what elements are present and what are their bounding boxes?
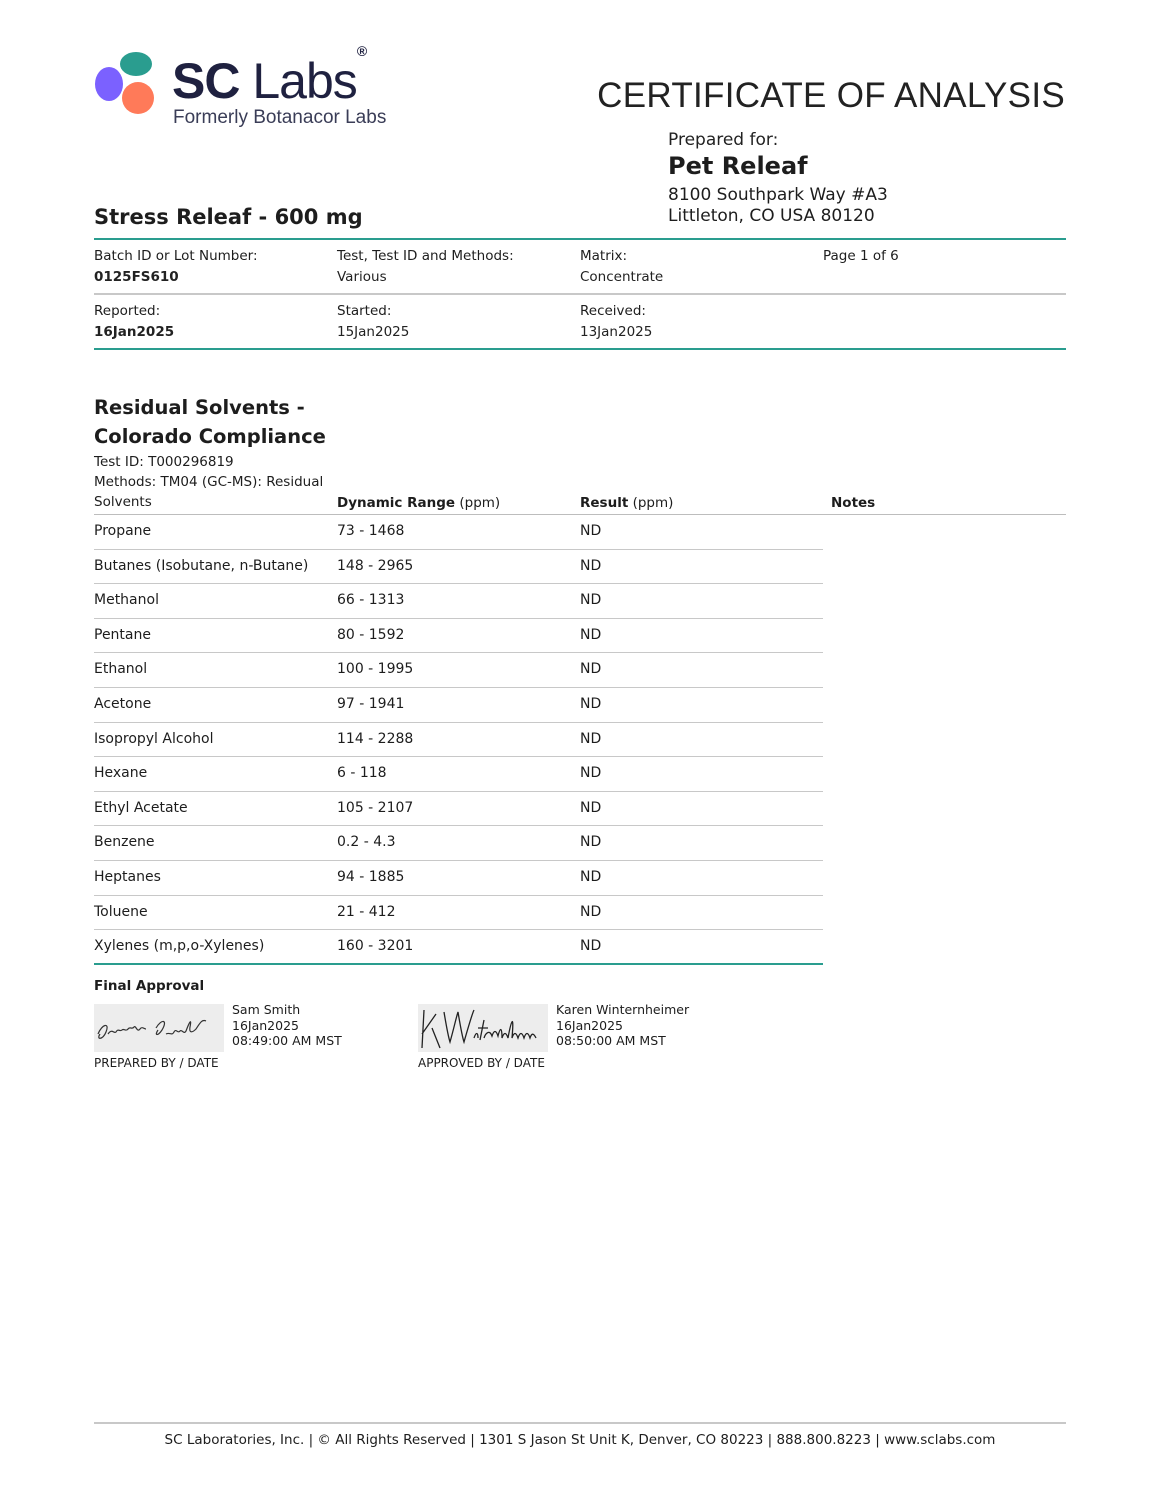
result-cell: ND	[580, 661, 602, 678]
analyte-cell: Butanes (Isobutane, n-Butane)	[94, 557, 309, 574]
batch-label: Batch ID or Lot Number:	[94, 248, 258, 264]
result-cell: ND	[580, 557, 602, 574]
dynamic-range-cell: 160 - 3201	[337, 938, 414, 955]
client-name: Pet Releaf	[668, 152, 808, 180]
table-row	[94, 896, 823, 931]
dynamic-range-cell: 100 - 1995	[337, 661, 414, 678]
dynamic-range-cell: 73 - 1468	[337, 523, 405, 539]
meta-row-1	[94, 246, 1066, 292]
table-row	[94, 550, 823, 585]
table-row	[94, 688, 823, 723]
test-value: Various	[337, 269, 387, 285]
methods-line-2: Solvents	[94, 494, 152, 510]
result-cell: ND	[580, 695, 602, 712]
received-label: Received:	[580, 303, 646, 319]
dynamic-range-cell: 148 - 2965	[337, 557, 414, 574]
matrix-cell	[580, 246, 820, 288]
batch-cell	[94, 246, 334, 288]
table-row	[94, 723, 823, 758]
product-name: Stress Releaf - 600 mg	[94, 205, 363, 229]
col-notes: Notes	[831, 495, 876, 511]
result-cell: ND	[580, 903, 602, 920]
analyte-cell: Xylenes (m,p,o-Xylenes)	[94, 938, 265, 955]
result-cell: ND	[580, 834, 602, 851]
result-cell: ND	[580, 868, 602, 885]
analyte-cell: Hexane	[94, 765, 148, 782]
reported-value: 16Jan2025	[94, 324, 175, 340]
approved-role: APPROVED BY / DATE	[418, 1056, 545, 1070]
dynamic-range-cell: 80 - 1592	[337, 626, 405, 643]
logo-wordmark: SC Labs®	[172, 43, 367, 109]
prepared-info	[232, 1002, 342, 1049]
meta-row-2	[94, 301, 1066, 347]
reported-label: Reported:	[94, 303, 161, 319]
table-row	[94, 930, 823, 965]
final-approval-heading: Final Approval	[94, 978, 205, 994]
started-label: Started:	[337, 303, 392, 319]
table-row	[94, 619, 823, 654]
logo-mark-icon	[94, 50, 160, 116]
divider	[94, 238, 1066, 240]
started-cell	[337, 301, 577, 343]
divider	[94, 348, 1066, 350]
test-id: Test ID: T000296819	[94, 454, 234, 470]
dynamic-range-cell: 21 - 412	[337, 903, 396, 920]
table-row	[94, 826, 823, 861]
page-number: Page 1 of 6	[823, 248, 899, 264]
table-row	[94, 861, 823, 896]
prepared-name: Sam Smith	[232, 1002, 301, 1017]
result-cell: ND	[580, 938, 602, 955]
address-line-2: Littleton, CO USA 80120	[668, 206, 875, 226]
dynamic-range-cell: 94 - 1885	[337, 868, 405, 885]
table-row	[94, 584, 823, 619]
prepared-role: PREPARED BY / DATE	[94, 1056, 219, 1070]
dynamic-range-cell: 0.2 - 4.3	[337, 834, 396, 851]
started-value: 15Jan2025	[337, 324, 410, 340]
footer-divider	[94, 1422, 1066, 1424]
table-row	[94, 653, 823, 688]
analyte-cell: Ethyl Acetate	[94, 799, 188, 816]
section-title: Residual Solvents - Colorado Compliance	[94, 396, 326, 448]
client-address	[668, 185, 1068, 227]
document-title: CERTIFICATE OF ANALYSIS	[597, 76, 1065, 115]
col-dynamic-range: Dynamic Range (ppm)	[337, 495, 501, 511]
dynamic-range-cell: 66 - 1313	[337, 592, 405, 609]
table-row	[94, 515, 823, 550]
table-row	[94, 792, 823, 827]
result-cell: ND	[580, 523, 602, 539]
table-row	[94, 757, 823, 792]
batch-value: 0125FS610	[94, 269, 179, 285]
approved-signature-block	[418, 1002, 718, 1074]
matrix-value: Concentrate	[580, 269, 664, 285]
prepared-signature	[94, 1004, 224, 1052]
analyte-cell: Toluene	[94, 903, 148, 920]
analyte-cell: Heptanes	[94, 868, 161, 885]
prepared-for-block	[668, 130, 1068, 227]
dynamic-range-cell: 6 - 118	[337, 765, 387, 782]
approved-name: Karen Winternheimer	[556, 1002, 690, 1017]
dynamic-range-cell: 97 - 1941	[337, 695, 405, 712]
approved-signature	[418, 1004, 548, 1052]
matrix-label: Matrix:	[580, 248, 628, 264]
analyte-cell: Methanol	[94, 592, 159, 609]
analyte-cell: Pentane	[94, 626, 151, 643]
result-cell: ND	[580, 626, 602, 643]
received-cell	[580, 301, 820, 343]
approved-date: 16Jan2025	[556, 1017, 623, 1033]
analyte-cell: Benzene	[94, 834, 155, 851]
result-cell: ND	[580, 799, 602, 816]
results-table	[94, 515, 823, 965]
divider	[94, 293, 1066, 295]
prepared-time: 08:49:00 AM MST	[232, 1033, 342, 1048]
result-cell: ND	[580, 730, 602, 747]
company-logo	[94, 43, 394, 132]
table-header	[94, 493, 1066, 515]
analyte-cell: Propane	[94, 523, 152, 539]
dynamic-range-cell: 105 - 2107	[337, 799, 414, 816]
test-cell	[337, 246, 577, 288]
result-cell: ND	[580, 592, 602, 609]
received-value: 13Jan2025	[580, 324, 653, 340]
test-label: Test, Test ID and Methods:	[337, 248, 514, 264]
address-line-1: 8100 Southpark Way #A3	[668, 185, 888, 205]
reported-cell	[94, 301, 334, 343]
col-result: Result (ppm)	[580, 495, 674, 511]
approved-time: 08:50:00 AM MST	[556, 1033, 666, 1048]
result-cell: ND	[580, 765, 602, 782]
prepared-date: 16Jan2025	[232, 1017, 299, 1033]
dynamic-range-cell: 114 - 2288	[337, 730, 414, 747]
approved-info	[556, 1002, 689, 1049]
analyte-cell: Ethanol	[94, 661, 148, 678]
footer: SC Laboratories, Inc. | © All Rights Reserved | 1301 S Jason St Unit K, Denver, CO 80223 | 888.800.8223 | www.sclabs.com	[164, 1432, 996, 1448]
methods-line-1: Methods: TM04 (GC-MS): Residual	[94, 474, 324, 490]
prepared-for-label: Prepared for:	[668, 130, 779, 150]
prepared-signature-block	[94, 1002, 394, 1074]
analyte-cell: Isopropyl Alcohol	[94, 730, 214, 747]
analyte-cell: Acetone	[94, 695, 152, 712]
logo-tagline: Formerly Botanacor Labs	[173, 107, 387, 128]
